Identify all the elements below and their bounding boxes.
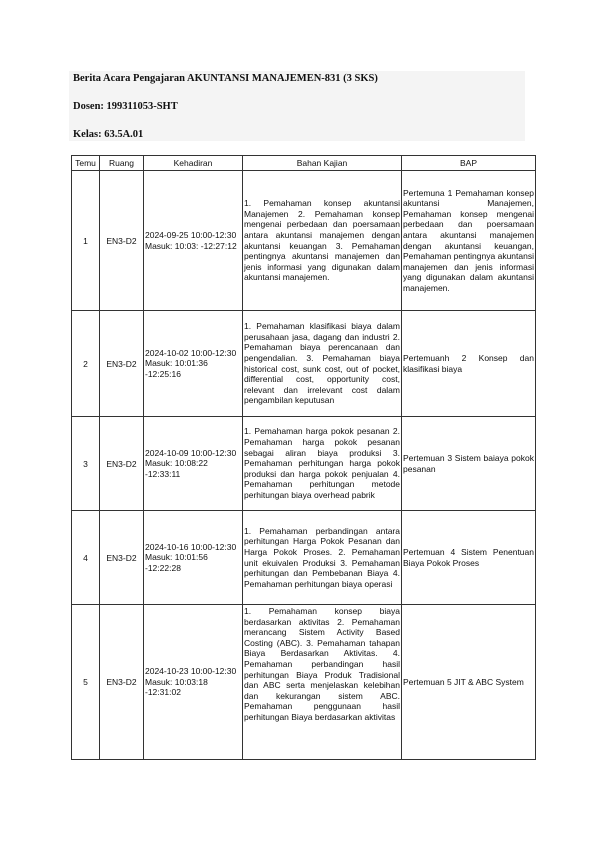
table-row	[72, 171, 536, 311]
temu-cell: 2	[72, 311, 100, 417]
bahan-kajian-cell: 1. Pemahaman klasifikasi biaya dalam perusahaan jasa, dagang dan industri 2. Pemahaman biaya perencanaan dan pengendalian. 3. Pemahaman biaya historical cost, sunk cost, out of pocket, differential cost, opportunity cost, relevant dan irrelevant cost dalam pengambilan keputusan	[243, 311, 402, 417]
kehadiran-cell	[144, 171, 243, 311]
table-row	[72, 417, 536, 511]
bap-cell: Pertemuan 3 Sistem baiaya pokok pesanan	[402, 417, 536, 511]
column-header-temu: Temu	[72, 156, 100, 171]
table-row	[72, 311, 536, 417]
temu-cell: 1	[72, 171, 100, 311]
table-row	[72, 605, 536, 760]
kehadiran-cell	[144, 605, 243, 760]
bap-cell: Pertemuanh 2 Konsep dan klasifikasi biaya	[402, 311, 536, 417]
bahan-kajian-cell: 1. Pemahaman perbandingan antara perhitungan Harga Pokok Pesanan dan Harga Pokok Proses. 2. Pemahaman unit ekuivalen Produksi 3. Pemahaman perhitungan dan Pembebanan Biaya 4. Pemahaman perhitungan biaya operasi	[243, 511, 402, 605]
table-row	[72, 511, 536, 605]
bahan-kajian-cell	[243, 605, 402, 760]
column-header-bap: BAP	[402, 156, 536, 171]
kehadiran-cell	[144, 417, 243, 511]
bahan-kajian-cell: 1. Pemahaman konsep akuntansi Manajemen 2. Pemahaman konsep mengenai perbedaan dan poersamaan antara akuntansi manajemen dengan akuntansi keuangan 3. Pemahaman pentingnya akuntansi manajemen dan jenis informasi yang digunakan dalam akuntansi manajemen.	[243, 171, 402, 311]
temu-cell: 4	[72, 511, 100, 605]
kehadiran-text: 2024-10-09 10:00-12:30 Masuk: 10:08:22 -12:33:11	[145, 447, 237, 479]
column-header-ruang: Ruang	[100, 156, 144, 171]
ruang-cell: EN3-D2	[100, 311, 144, 417]
kehadiran-cell	[144, 511, 243, 605]
kehadiran-text: 2024-10-23 10:00-12:30 Masuk: 10:03:18 -12:31:02	[145, 666, 237, 698]
bahan-kajian-cell: 1. Pemahaman harga pokok pesanan 2. Pemahaman harga pokok pesanan sebagai aliran biaya produksi 3. Pemahaman perhitungan harga pokok produksi dan harga pokok penjualan 4. Pemahaman perhitungan metode perhitungan biaya overhead pabrik	[243, 417, 402, 511]
column-header-kehadiran: Kehadiran	[144, 156, 243, 171]
bap-cell: Pertemuan 4 Sistem Penentuan Biaya Pokok Proses	[402, 511, 536, 605]
bap-cell: Pertemuna 1 Pemahaman konsep akuntansi Manajemen, Pemahaman konsep mengenai perbedaan dan poersamaan antara akuntansi manajemen dengan akuntansi keuangan, Pemahaman pentingnya akuntansi manajemen dan jenis informasi yang digunakan dalam akuntansi manajemen.	[402, 171, 536, 311]
kehadiran-cell	[144, 311, 243, 417]
document-title: Berita Acara Pengajaran AKUNTANSI MANAJEMEN-831 (3 SKS)	[73, 73, 378, 84]
ruang-cell: EN3-D2	[100, 605, 144, 760]
ruang-cell: EN3-D2	[100, 511, 144, 605]
temu-cell: 3	[72, 417, 100, 511]
lecturer-id: Dosen: 199311053-SHT	[73, 101, 178, 112]
teaching-record-table	[71, 155, 536, 760]
kehadiran-text: 2024-10-16 10:00-12:30 Masuk: 10:01:56 -12:22:28	[145, 541, 237, 573]
kehadiran-text: 2024-09-25 10:00-12:30 Masuk: 10:03: -12:27:12	[145, 229, 237, 251]
bahan-kajian-text: 1. Pemahaman konsep biaya berdasarkan aktivitas 2. Pemahaman merancang Sistem Activity Based Costing (ABC). 3. Pemahaman tahapan Biaya Berdasarkan Aktivitas. 4. Pemahaman perbandingan hasil perhitungan Biaya Produk Tradisional dan ABC serta menjelaskan kelebihan dan kekurangan sistem ABC. Pemahaman penggunaan hasil perhitungan Biaya berdasarkan aktivitas	[244, 606, 400, 722]
table-header-row	[72, 156, 536, 171]
temu-cell: 5	[72, 605, 100, 760]
ruang-cell: EN3-D2	[100, 417, 144, 511]
bap-cell: Pertemuan 5 JIT & ABC System	[402, 605, 536, 760]
column-header-bahan-kajian: Bahan Kajian	[243, 156, 402, 171]
class-id: Kelas: 63.5A.01	[73, 129, 144, 140]
kehadiran-text: 2024-10-02 10:00-12:30 Masuk: 10:01:36 -12:25:16	[145, 347, 237, 379]
ruang-cell: EN3-D2	[100, 171, 144, 311]
